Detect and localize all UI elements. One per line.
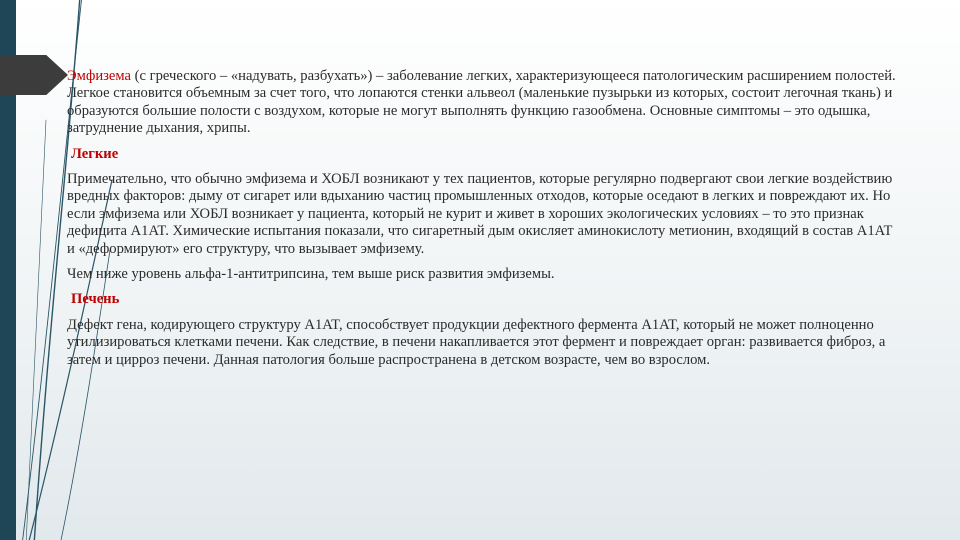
paragraph-liver: Дефект гена, кодирующего структуру A1AT, способствует продукции дефектного фермента A1AT, который не может полноценно утилизироваться клетками печени. Как следствие, в печени накапливается этот фермент и повреждает орган: развивается фиброз, а затем и цирроз печени. Данная патология больше распространена в детском возрасте, чем во взрослом. — [67, 316, 886, 368]
term-emphysema: Эмфизема — [67, 68, 131, 84]
text-content — [67, 68, 897, 369]
deco-line — [26, 120, 46, 540]
paragraph-risk: Чем ниже уровень альфа-1-антитрипсина, тем выше риск развития эмфиземы. — [67, 266, 555, 283]
heading-lungs: Легкие — [71, 145, 119, 162]
paragraph-text: (с греческого – «надувать, разбухать») – заболевание легких, характеризующееся патологическим расширением полостей. Легкое становится объемным за счет того, что лопаются стенки альвеол (маленькие пузырьки из которых, состоит легочная ткань) и образуются большие полости с воздухом, которые не могут выполнять функцию газообмена. Основные симптомы – это одышка, затруднение дыхания, хрипы. — [67, 68, 896, 137]
paragraph-emphysema — [67, 68, 897, 138]
heading-liver: Печень — [71, 291, 120, 308]
paragraph-lungs: Примечательно, что обычно эмфизема и ХОБЛ возникают у тех пациентов, которые регулярно подвергают свои легкие воздействию вредных факторов: дыму от сигарет или вдыханию частиц промышленных отходов, которые оседают в легких и повреждают их. Но если эмфизема или ХОБЛ возникает у пациента, который не курит и живет в хороших экологических условиях – то это признак дефицита A1AT. Химические испытания показали, что сигаретный дым окисляет аминокислоту метионин, входящий в состав A1AT и «деформируют» его структуру, что вызывает эмфизему. — [67, 171, 893, 257]
